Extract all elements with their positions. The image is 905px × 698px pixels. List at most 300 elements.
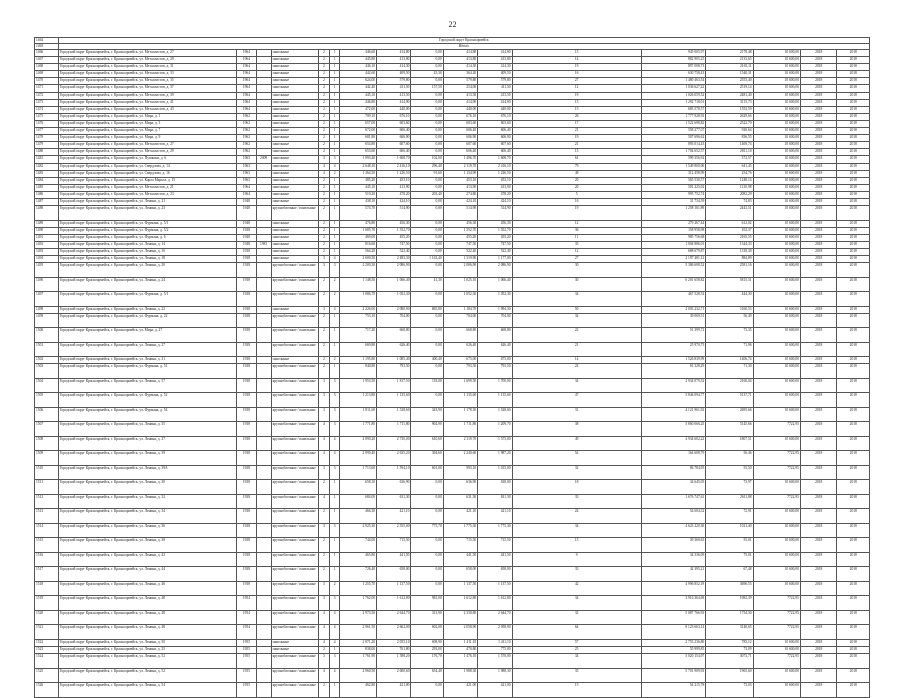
cell-a3: 0,00	[411, 184, 443, 191]
cell-plan: 2018	[837, 135, 870, 142]
cell-area2: 2 600,60	[377, 668, 411, 683]
table-row	[35, 92, 870, 99]
cell-plan: 2018	[837, 646, 870, 653]
cell-plan: 2018	[837, 50, 870, 57]
table-row	[35, 170, 870, 177]
cell-id: 1476	[35, 120, 59, 127]
cell-mat: крупноблочные / панельные	[271, 523, 318, 538]
cell-floors: 3	[318, 465, 329, 480]
cell-year: 1948	[237, 198, 256, 205]
cell-ent: 4	[329, 610, 340, 625]
cell-a4: 414,30	[443, 64, 477, 71]
cell-a4: 636,90	[443, 480, 477, 495]
cell-cost2: 5145,66	[706, 422, 753, 437]
cell-plan: 2018	[800, 610, 837, 625]
cell-a3: 0,00	[411, 328, 443, 343]
cell-a4: 413,80	[443, 57, 477, 64]
cell-a5: 1 135,60	[478, 393, 512, 408]
cell-plan: 2018	[800, 234, 837, 241]
cell-year2	[256, 393, 271, 408]
cell-a5: 1 775,30	[478, 523, 512, 538]
cell-year: 1963	[237, 170, 256, 177]
cell-rate: 10 600,00	[753, 248, 800, 255]
cell-ent: 1	[329, 552, 340, 567]
cell-area2: 1 137,50	[377, 581, 411, 596]
cell-plan: 2018	[800, 50, 837, 57]
cell-cost: 1 292 718,01	[641, 99, 706, 106]
cell-floors: 2	[318, 538, 329, 553]
cell-a5: 514,90	[478, 206, 512, 221]
cell-plan: 2018	[800, 407, 837, 422]
cell-area: 446,10	[340, 64, 377, 71]
cell-area: 564,20	[340, 248, 377, 255]
cell-addr: Городской округ Красноармейск, г. Красноармейск, ул. Ленина, д. 14	[58, 241, 237, 248]
cell-addr: Городской округ Красноармейск, г. Красноармейск, ул. Ленина, д. 46	[58, 581, 237, 596]
cell-year: 1964	[237, 71, 256, 78]
cell-a5: 2 644,70	[478, 610, 512, 625]
cell-ent: 4	[329, 451, 340, 466]
cell-mat: панельные	[271, 92, 318, 99]
cell-plan: 2018	[800, 99, 837, 106]
cell-year2	[256, 99, 271, 106]
cell-a3: 0,00	[411, 92, 443, 99]
cell-ent: 1	[329, 241, 340, 248]
cell-addr: Городской округ Красноармейск, г. Красноармейск, ул. Металлистов, д. 35	[58, 78, 237, 85]
cell-area: 1 195,80	[340, 357, 377, 364]
cell-year: 1948	[237, 234, 256, 241]
cell-res: 64	[512, 625, 641, 640]
cell-cost: 3 916 364,69	[641, 596, 706, 611]
table-row	[35, 71, 870, 78]
cell-addr: Городской округ Красноармейск, г. Красноармейск, ул. Ленина, д. 48	[58, 610, 237, 625]
cell-mat: крупноблочные / панельные	[271, 451, 318, 466]
cell-plan: 2018	[837, 220, 870, 227]
cell-a5: 1 994,30	[478, 306, 512, 313]
cell-res: 30	[512, 263, 641, 278]
cell-id: 1502	[35, 357, 59, 364]
cell-a3: 902,90	[411, 422, 443, 437]
table-row	[35, 654, 870, 669]
cell-a4: 606,40	[443, 149, 477, 156]
cell-floors: 2	[318, 64, 329, 71]
cell-year: 1938	[237, 451, 256, 466]
cell-area: 472,00	[340, 106, 377, 113]
cell-cost2: 3140,65	[706, 625, 753, 640]
cell-ent: 3	[329, 263, 340, 278]
cell-area2: 715,50	[377, 538, 411, 553]
cell-area2: 1 594,10	[377, 465, 411, 480]
cell-plan: 2018	[800, 120, 837, 127]
cell-a5: 1 177,00	[478, 256, 512, 263]
table-row	[35, 128, 870, 135]
cell-cost: 86 784,95	[641, 465, 706, 480]
cell-cost: 501 225,02	[641, 184, 706, 191]
cell-a5: 414,90	[478, 99, 512, 106]
cell-a5: 606,40	[478, 128, 512, 135]
cell-id: 1469	[35, 71, 59, 78]
cell-year2	[256, 552, 271, 567]
cell-addr: Городской округ Красноармейск, г. Красноармейск, ул. Ленина, д. 24	[58, 277, 237, 292]
cell-mat: крупноблочные / панельные	[271, 538, 318, 553]
cell-cost: 5 846 094,77	[641, 393, 706, 408]
cell-mat: панельные	[271, 639, 318, 646]
cell-year2	[256, 422, 271, 437]
cell-cost2: 3696,55	[706, 581, 753, 596]
cell-year2	[256, 596, 271, 611]
cell-a5: 715,50	[478, 538, 512, 553]
cell-floors: 2	[318, 292, 329, 307]
cell-a4: 1 988,30	[443, 668, 477, 683]
cell-a4: 579,80	[443, 78, 477, 85]
cell-ent: 4	[329, 668, 340, 683]
cell-ent: 1	[329, 494, 340, 509]
cell-id: 1497	[35, 292, 59, 307]
cell-plan: 2018	[800, 596, 837, 611]
cell-plan: 2018	[800, 378, 837, 393]
cell-addr: Городской округ Красноармейск, г. Красноармейск, ул. Ленина, д. 42	[58, 552, 237, 567]
cell-year: 1962	[237, 120, 256, 127]
cell-area2: 1 588,20	[377, 654, 411, 669]
cell-floors: 3	[318, 407, 329, 422]
cell-a5: 455,20	[478, 234, 512, 241]
cell-cost: 897 008,73	[641, 64, 706, 71]
cell-area2: 1 085,40	[377, 357, 411, 364]
cell-id: 1474	[35, 106, 59, 113]
cell-a3: 0,00	[411, 120, 443, 127]
cell-id: 1503	[35, 364, 59, 379]
cell-a3: 0,00	[411, 509, 443, 524]
cell-rate: 10 600,00	[753, 480, 800, 495]
cell-cost: 5 860 066,25	[641, 422, 706, 437]
cell-area2: 478,20	[377, 191, 411, 198]
cell-year2	[256, 639, 271, 646]
cell-plan: 2018	[800, 465, 837, 480]
cell-floors: 2	[318, 241, 329, 248]
cell-plan: 2018	[837, 509, 870, 524]
cell-mat: панельные	[271, 198, 318, 205]
cell-mat: панельные	[271, 106, 318, 113]
cell-plan: 2018	[837, 393, 870, 408]
cell-id: 1495	[35, 263, 59, 278]
cell-floors: 4	[318, 494, 329, 509]
cell-rate: 10 600,00	[753, 64, 800, 71]
cell-res: 21	[512, 342, 641, 357]
cell-id: 1480	[35, 149, 59, 156]
cell-mat: крупноблочные / панельные	[271, 342, 318, 357]
cell-cost2: 1754,30	[706, 610, 753, 625]
cell-res: 15	[512, 106, 641, 113]
cell-rate: 10 600,00	[753, 206, 800, 221]
cell-floors: 4	[318, 610, 329, 625]
cell-cost: 1 522 698,82	[641, 120, 706, 127]
table-row	[35, 465, 870, 480]
cell-res: 11	[512, 234, 641, 241]
cell-area: 469,00	[340, 234, 377, 241]
cell-mat: крупноблочные / панельные	[271, 581, 318, 596]
cell-floors: 2	[318, 50, 329, 57]
cell-cost: 5 087 766,93	[641, 610, 706, 625]
cell-cost2: 73,97	[706, 480, 753, 495]
cell-id: 1517	[35, 567, 59, 582]
cell-a5: 522,40	[478, 248, 512, 255]
cell-plan: 2018	[800, 480, 837, 495]
cell-area: 653,60	[340, 149, 377, 156]
cell-plan: 2018	[837, 451, 870, 466]
cell-a4: 274,80	[443, 191, 477, 198]
cell-id: 1471	[35, 85, 59, 92]
cell-addr: Городской округ Красноармейск, г. Красноармейск, ул. Мира, д. 3	[58, 120, 237, 127]
cell-area2: 413,90	[377, 184, 411, 191]
cell-res: 24	[512, 364, 641, 379]
cell-plan: 2018	[837, 263, 870, 278]
cell-a5: 2 058,90	[478, 625, 512, 640]
cell-a4: 1 319,90	[443, 256, 477, 263]
cell-plan: 2018	[837, 494, 870, 509]
cell-res: 38	[512, 422, 641, 437]
cell-res: 15	[512, 149, 641, 156]
cell-addr: Городской округ Красноармейск, г. Красноармейск, ул. Металлистов, д. 29	[58, 57, 237, 64]
cell-ent: 1	[329, 128, 340, 135]
cell-a3: 0,00	[411, 552, 443, 567]
cell-year2	[256, 480, 271, 495]
cell-cost: 34 336,09	[641, 552, 706, 567]
cell-res: 49	[512, 436, 641, 451]
cell-a3: 0,00	[411, 149, 443, 156]
cell-a4: 626,40	[443, 342, 477, 357]
cell-a5: 626,40	[478, 342, 512, 357]
cell-rate: 10 600,00	[753, 509, 800, 524]
cell-plan: 2018	[800, 248, 837, 255]
table-row	[35, 163, 870, 170]
cell-a4: 1 025,10	[443, 277, 477, 292]
cell-ent: 3	[329, 378, 340, 393]
cell-a5: 1 226,50	[478, 170, 512, 177]
cell-cost: 688 679,87	[641, 248, 706, 255]
cell-res: 47	[512, 393, 641, 408]
cell-cost2: 71,96	[706, 342, 753, 357]
cell-floors: 2	[318, 313, 329, 328]
cell-plan: 2018	[837, 610, 870, 625]
cell-res: 19	[512, 92, 641, 99]
cell-cost2: 2522,70	[706, 120, 753, 127]
cell-area2: 2 730,00	[377, 436, 411, 451]
cell-year2: 1981	[256, 241, 271, 248]
cell-year: 1964	[237, 184, 256, 191]
cell-year2	[256, 234, 271, 241]
cell-plan: 2018	[837, 364, 870, 379]
cell-id: 1467	[35, 57, 59, 64]
cell-area: 1 993,40	[340, 156, 377, 163]
cell-rate: 10 600,00	[753, 184, 800, 191]
cell-ent: 1	[329, 248, 340, 255]
cell-addr: Городской округ Красноармейск, г. Красноармейск, ул. Металлистов, д. 39	[58, 92, 237, 99]
cell-id: 1470	[35, 78, 59, 85]
cell-year: 1938	[237, 342, 256, 357]
cell-floors: 2	[318, 234, 329, 241]
cell-year2	[256, 378, 271, 393]
cell-plan: 2018	[800, 85, 837, 92]
cell-id: 1488	[35, 206, 59, 221]
cell-mat: панельные	[271, 71, 318, 78]
cell-a4: 631,30	[443, 494, 477, 509]
cell-year: 1962	[237, 142, 256, 149]
table-row	[35, 683, 870, 698]
cell-year: 1938	[237, 538, 256, 553]
cell-id: 1501	[35, 342, 59, 357]
cell-a3: 0,00	[411, 241, 443, 248]
cell-plan: 2018	[800, 509, 837, 524]
cell-a4: 676,10	[443, 113, 477, 120]
cell-floors: 2	[318, 78, 329, 85]
cell-mat: панельные	[271, 78, 318, 85]
cell-res: 33	[512, 494, 641, 509]
cell-rate: 10 600,00	[753, 120, 800, 127]
cell-rate: 10 600,00	[753, 198, 800, 205]
section-title: Городской округ Красноармейск	[58, 38, 869, 44]
cell-addr: Городской округ Красноармейск, г. Красноармейск, ул. Ленина, д. 18	[58, 256, 237, 263]
cell-addr: Городской округ Красноармейск, г. Красноармейск, ул. Ленина, д. 22	[58, 306, 237, 313]
cell-plan: 2018	[800, 241, 837, 248]
cell-plan: 2018	[800, 191, 837, 198]
cell-a3: 1 163,40	[411, 256, 443, 263]
cell-rate: 7722,95	[753, 451, 800, 466]
cell-area2: 441,50	[377, 552, 411, 567]
cell-mat: крупноблочные / панельные	[271, 567, 318, 582]
cell-a4: 455,20	[443, 234, 477, 241]
cell-a4: 414,80	[443, 50, 477, 57]
cell-plan: 2018	[800, 422, 837, 437]
cell-floors: 2	[318, 277, 329, 292]
cell-ent: 3	[329, 422, 340, 437]
cell-res: 12	[512, 220, 641, 227]
cell-res: 79	[512, 163, 641, 170]
cell-area2: 626,40	[377, 342, 411, 357]
cell-cost: 1 036 627,22	[641, 85, 706, 92]
cell-area: 2 226,00	[340, 306, 377, 313]
cell-plan: 2018	[837, 292, 870, 307]
cell-ent: 1	[329, 206, 340, 221]
cell-mat: панельные	[271, 64, 318, 71]
cell-ent: 1	[329, 113, 340, 120]
cell-plan: 2018	[800, 184, 837, 191]
cell-area2: 658,00	[377, 567, 411, 582]
cell-year2	[256, 509, 271, 524]
cell-plan: 2018	[837, 328, 870, 343]
cell-addr: Городской округ Красноармейск, г. Красноармейск, ул. Ленина, д. 30	[58, 480, 237, 495]
cell-a4: 413,90	[443, 184, 477, 191]
cell-res: 20	[512, 184, 641, 191]
cell-res: 12	[512, 248, 641, 255]
cell-cost2: 1807,51	[706, 436, 753, 451]
cell-cost: 1 777 928,93	[641, 113, 706, 120]
cell-a3: 654,40	[411, 668, 443, 683]
cell-year2	[256, 436, 271, 451]
table-row	[35, 523, 870, 538]
cell-mat: крупноблочные / панельные	[271, 206, 318, 221]
cell-mat: панельные	[271, 191, 318, 198]
cell-cost2: 444,30	[706, 292, 753, 307]
cell-cost2: 72,91	[706, 509, 753, 524]
cell-a5: 1 612,80	[478, 596, 512, 611]
cell-plan: 2018	[837, 422, 870, 437]
cell-cost: 1 676 747,61	[641, 494, 706, 509]
cell-area2: 514,90	[377, 206, 411, 221]
cell-year2	[256, 78, 271, 85]
cell-cost2: 2165,11	[706, 64, 753, 71]
cell-rate: 7722,95	[753, 596, 800, 611]
cell-addr: Городской округ Красноармейск, г. Красноармейск, ул. Металлистов, д. 43	[58, 106, 237, 113]
cell-a4: 364,20	[443, 71, 477, 78]
cell-cost: 4 121 961,92	[641, 407, 706, 422]
table-row	[35, 256, 870, 263]
cell-cost2: 1160,53	[706, 306, 753, 313]
cell-a4: 1 137,50	[443, 581, 477, 596]
cell-ent: 3	[329, 407, 340, 422]
cell-area: 2 960,50	[340, 668, 377, 683]
cell-cost: 5 020 154,97	[641, 654, 706, 669]
cell-a4: 1 496,70	[443, 156, 477, 163]
cell-res: 31	[512, 407, 641, 422]
cell-year: 1938	[237, 248, 256, 255]
cell-cost2: 102,37	[706, 227, 753, 234]
cell-year: 1964	[237, 106, 256, 113]
cell-a4: 424,10	[443, 198, 477, 205]
cell-area2: 2 483,30	[377, 256, 411, 263]
cell-cost2: 2133,65	[706, 57, 753, 64]
cell-year2	[256, 451, 271, 466]
cell-area: 1 761,90	[340, 654, 377, 669]
cell-area2: 456,30	[377, 220, 411, 227]
cell-id: 1524	[35, 654, 59, 669]
table-row	[35, 596, 870, 611]
cell-id: 1489	[35, 220, 59, 227]
cell-plan: 2018	[800, 106, 837, 113]
cell-a3: 400,40	[411, 357, 443, 364]
cell-cost: 312 458,99	[641, 170, 706, 177]
cell-plan: 2018	[800, 149, 837, 156]
cell-a3: 293,00	[411, 646, 443, 653]
cell-addr: Городской округ Красноармейск, г. Красноармейск, ул. Ленина, д. 52	[58, 654, 237, 669]
cell-area: 2 200,30	[340, 263, 377, 278]
cell-cost2: 2811,10	[706, 149, 753, 156]
cell-area: 1 213,80	[340, 393, 377, 408]
cell-cost2: 73,09	[706, 646, 753, 653]
table-row	[35, 625, 870, 640]
cell-year2	[256, 198, 271, 205]
cell-res: 34	[512, 523, 641, 538]
cell-a3: 0,00	[411, 538, 443, 553]
cell-cost2: 920,64	[706, 128, 753, 135]
cell-cost2: 55,50	[706, 465, 753, 480]
cell-plan: 2018	[837, 99, 870, 106]
cell-floors: 2	[318, 357, 329, 364]
cell-mat: крупноблочные / панельные	[271, 263, 318, 278]
cell-year: 1948	[237, 241, 256, 248]
cell-a3: 0,00	[411, 106, 443, 113]
cell-area: 462,80	[340, 683, 377, 698]
cell-plan: 2018	[837, 313, 870, 328]
cell-floors: 2	[318, 480, 329, 495]
cell-res: 12	[512, 85, 641, 92]
cell-a4: 440,00	[443, 106, 477, 113]
table-row	[35, 135, 870, 142]
cell-year2	[256, 683, 271, 698]
table-row	[35, 142, 870, 149]
cell-year2	[256, 494, 271, 509]
cell-a4: 1 612,80	[443, 596, 477, 611]
cell-res: 54	[512, 451, 641, 466]
cell-addr: Городской округ Красноармейск, г. Красноармейск, ул. Ленина, д. 35	[58, 422, 237, 437]
